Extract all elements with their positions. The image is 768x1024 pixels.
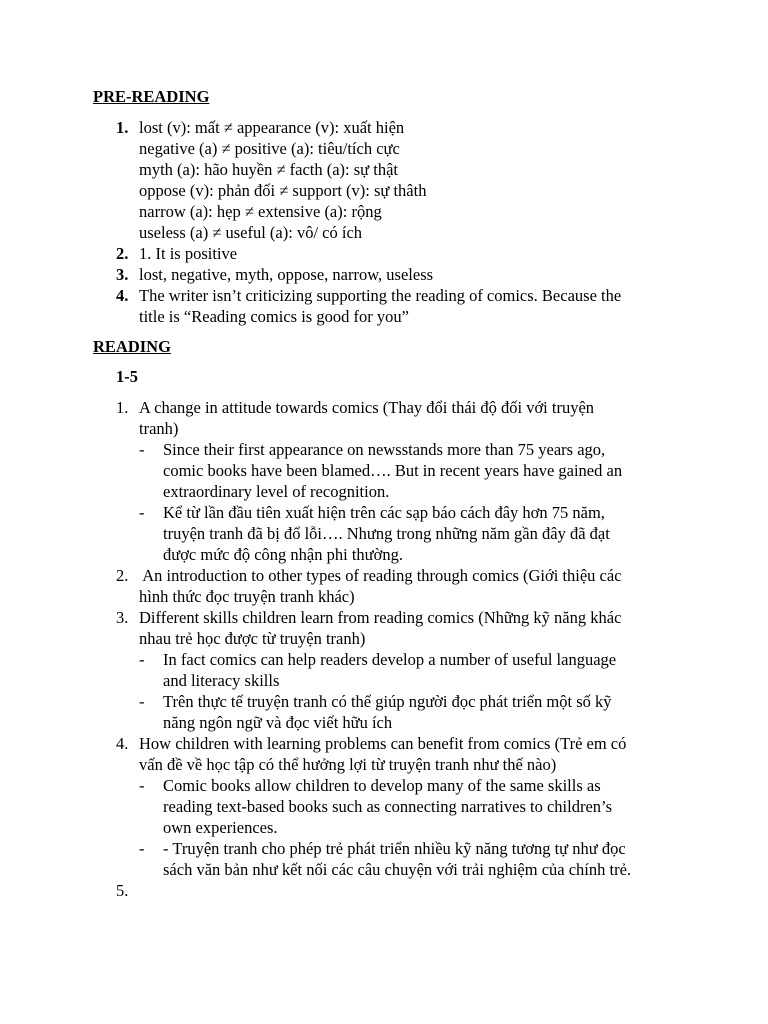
reading-list [93,397,683,901]
document-page [93,86,683,901]
list-item [93,264,683,285]
vocab-line: oppose (v): phản đối ≠ support (v): sự thâth [139,181,427,200]
item-text [139,880,683,901]
bullet-list [139,649,683,733]
list-item [93,397,683,565]
list-item [93,117,683,243]
vocab-line: negative (a) ≠ positive (a): tiêu/tích cực [139,139,400,158]
reading-sub-heading: 1-5 [116,367,138,386]
answer-line: title is “Reading comics is good for you” [139,307,409,326]
dash-marker: - [139,440,145,459]
bullet-list [139,439,683,565]
reading-heading: READING [93,337,171,356]
bullet-text: extraordinary level of recognition. [163,482,390,501]
item-text: vấn đề về học tập có thể hưởng lợi từ truyện tranh như thế nào) [139,755,557,774]
list-item [93,607,683,733]
list-item [93,565,683,607]
dash-marker: - [139,839,145,858]
item-text: An introduction to other types of reading through comics (Giới thiệu các [139,566,622,585]
item-text: nhau trẻ học được từ truyện tranh) [139,629,366,648]
bullet-list [139,775,683,880]
item-text: tranh) [139,419,179,438]
item-number: 4. [116,286,129,305]
answer-line: 1. It is positive [139,244,238,263]
bullet-item [139,691,683,733]
bullet-item [139,775,683,838]
dash-marker: - [139,650,145,669]
bullet-text: Comic books allow children to develop many of the same skills as [163,776,601,795]
item-text: Different skills children learn from reading comics (Những kỹ năng khác [139,608,622,627]
dash-marker: - [139,692,145,711]
bullet-text: - Truyện tranh cho phép trẻ phát triển nhiều kỹ năng tương tự như đọc [163,839,626,858]
list-item [93,733,683,880]
bullet-item [139,649,683,691]
vocab-line: myth (a): hão huyền ≠ facth (a): sự thật [139,160,398,179]
bullet-text: and literacy skills [163,671,280,690]
bullet-item [139,838,683,880]
bullet-item [139,502,683,565]
bullet-text: comic books have been blamed…. But in recent years have gained an [163,461,623,480]
bullet-text: truyện tranh đã bị đổ lỗi…. Nhưng trong những năm gần đây đã đạt [163,524,610,543]
bullet-text: sách văn bản như kết nối các câu chuyện với trải nghiệm của chính trẻ. [163,860,632,879]
dash-marker: - [139,503,145,522]
item-number: 3. [116,608,129,627]
item-number: 1. [116,118,129,137]
item-number: 3. [116,265,129,284]
vocab-line: lost (v): mất ≠ appearance (v): xuất hiện [139,118,405,137]
answer-line: The writer isn’t criticizing supporting the reading of comics. Because the [139,286,622,305]
vocab-line: narrow (a): hẹp ≠ extensive (a): rộng [139,202,382,221]
item-number: 2. [116,566,129,585]
item-text: A change in attitude towards comics (Thay đổi thái độ đối với truyện [139,398,595,417]
bullet-text: own experiences. [163,818,278,837]
item-number: 5. [116,881,129,900]
list-item [93,285,683,327]
bullet-text: Trên thực tế truyện tranh có thể giúp người đọc phát triển một số kỹ [163,692,612,711]
pre-reading-heading: PRE-READING [93,87,210,106]
item-number: 2. [116,244,129,263]
answer-line: lost, negative, myth, oppose, narrow, useless [139,265,434,284]
dash-marker: - [139,776,145,795]
item-text: hình thức đọc truyện tranh khác) [139,587,355,606]
bullet-text: In fact comics can help readers develop a number of useful language [163,650,617,669]
list-item [93,880,683,901]
pre-reading-list [93,117,683,327]
bullet-text: Kể từ lần đầu tiên xuất hiện trên các sạp báo cách đây hơn 75 năm, [163,503,605,522]
bullet-text: Since their first appearance on newsstands more than 75 years ago, [163,440,606,459]
bullet-item [139,439,683,502]
item-number: 4. [116,734,129,753]
bullet-text: được mức độ công nhận phi thường. [163,545,403,564]
item-text: How children with learning problems can benefit from comics (Trẻ em có [139,734,627,753]
list-item [93,243,683,264]
bullet-text: năng ngôn ngữ và đọc viết hữu ích [163,713,393,732]
item-number: 1. [116,398,129,417]
bullet-text: reading text-based books such as connecting narratives to children’s [163,797,613,816]
vocab-line: useless (a) ≠ useful (a): vô/ có ích [139,223,363,242]
